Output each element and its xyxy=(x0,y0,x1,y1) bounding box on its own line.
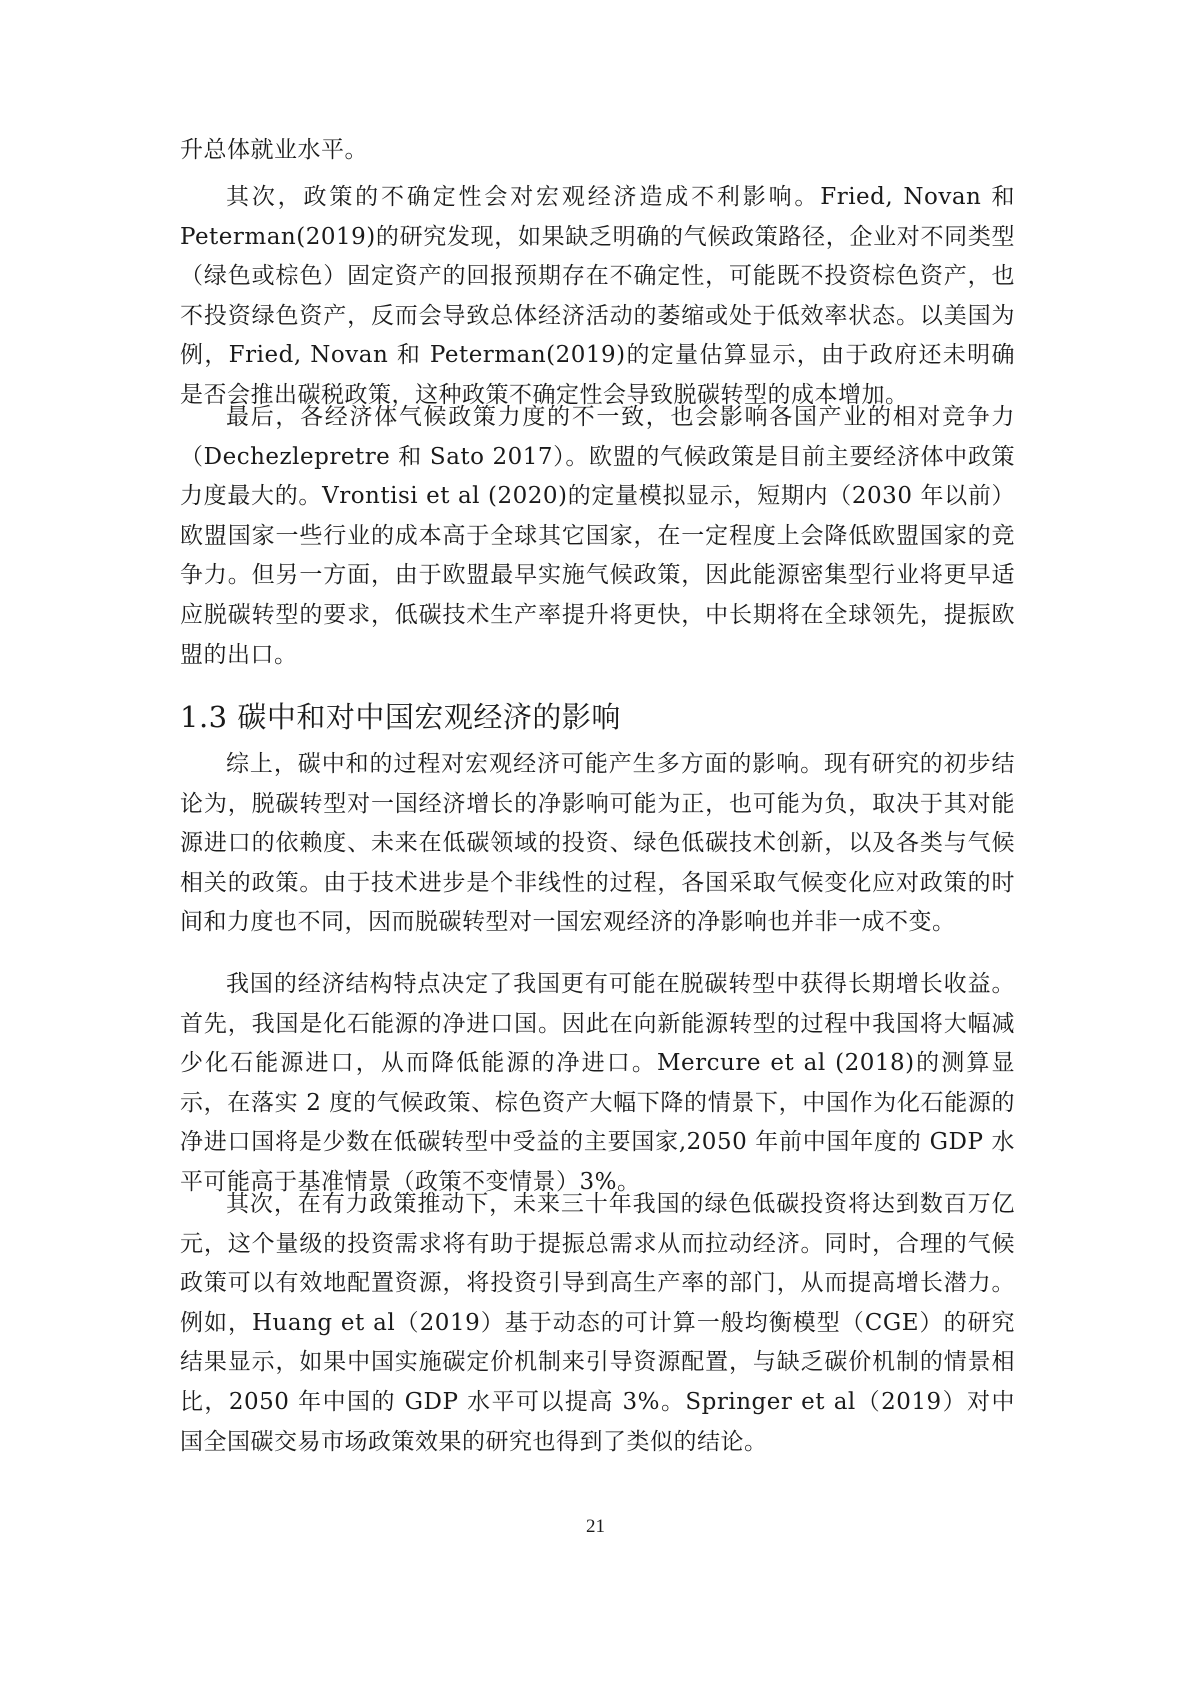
paragraph-summary: 综上，碳中和的过程对宏观经济可能产生多方面的影响。现有研究的初步结论为，脱碳转型对一国经济增长的净影响可能为正，也可能为负，取决于其对能源进口的依赖度、未来在低碳领域的投资、绿色低碳技术创新，以及各类与气候相关的政策。由于技术进步是个非线性的过程，各国采取气候变化应对政策的时间和力度也不同，因而脱碳转型对一国宏观经济的净影响也并非一成不变。 xyxy=(180,751,1015,936)
page-number: 21 xyxy=(586,1516,605,1537)
paragraph-green-investment: 其次，在有力政策推动下，未来三十年我国的绿色低碳投资将达到数百万亿元，这个量级的投资需求将有助于提振总需求从而拉动经济。同时，合理的气候政策可以有效地配置资源，将投资引导到高生产率的部门，从而提高增长潜力。例如，Huang et al（2019）基于动态的可计算一般均衡模型（CGE）的研究结果显示，如果中国实施碳定价机制来引导资源配置，与缺乏碳价机制的情景相比，2050 年中国的 GDP 水平可以提高 3%。Springer et al（2019）对中国全国碳交易市场政策效果的研究也得到了类似的结论。 xyxy=(180,1191,1015,1455)
paragraph-china-structure: 我国的经济结构特点决定了我国更有可能在脱碳转型中获得长期增长收益。首先，我国是化石能源的净进口国。因此在向新能源转型的过程中我国将大幅减少化石能源进口，从而降低能源的净进口。Mercure et al (2018)的测算显示，在落实 2 度的气候政策、棕色资产大幅下降的情景下，中国作为化石能源的净进口国将是少数在低碳转型中受益的主要国家,2050 年前中国年度的 GDP 水平可能高于基准情景（政策不变情景）3%。 xyxy=(180,971,1015,1195)
section-heading: 1.3 碳中和对中国宏观经济的影响 xyxy=(180,700,621,734)
paragraph-competitiveness: 最后，各经济体气候政策力度的不一致，也会影响各国产业的相对竞争力（Dechezlepretre 和 Sato 2017）。欧盟的气候政策是目前主要经济体中政策力度最大的。Vrontisi et al (2020)的定量模拟显示，短期内（2030 年以前）欧盟国家一些行业的成本高于全球其它国家，在一定程度上会降低欧盟国家的竞争力。但另一方面，由于欧盟最早实施气候政策，因此能源密集型行业将更早适应脱碳转型的要求，低碳技术生产率提升将更快，中长期将在全球领先，提振欧盟的出口。 xyxy=(180,404,1015,668)
paragraph-continuation: 升总体就业水平。 xyxy=(180,137,368,163)
paragraph-policy-uncertainty: 其次，政策的不确定性会对宏观经济造成不利影响。Fried, Novan 和 Peterman(2019)的研究发现，如果缺乏明确的气候政策路径，企业对不同类型（绿色或棕色）固定资产的回报预期存在不确定性，可能既不投资棕色资产，也不投资绿色资产，反而会导致总体经济活动的萎缩或处于低效率状态。以美国为例，Fried, Novan 和 Peterman(2019)的定量估算显示，由于政府还未明确是否会推出碳税政策，这种政策不确定性会导致脱碳转型的成本增加。 xyxy=(180,184,1015,408)
